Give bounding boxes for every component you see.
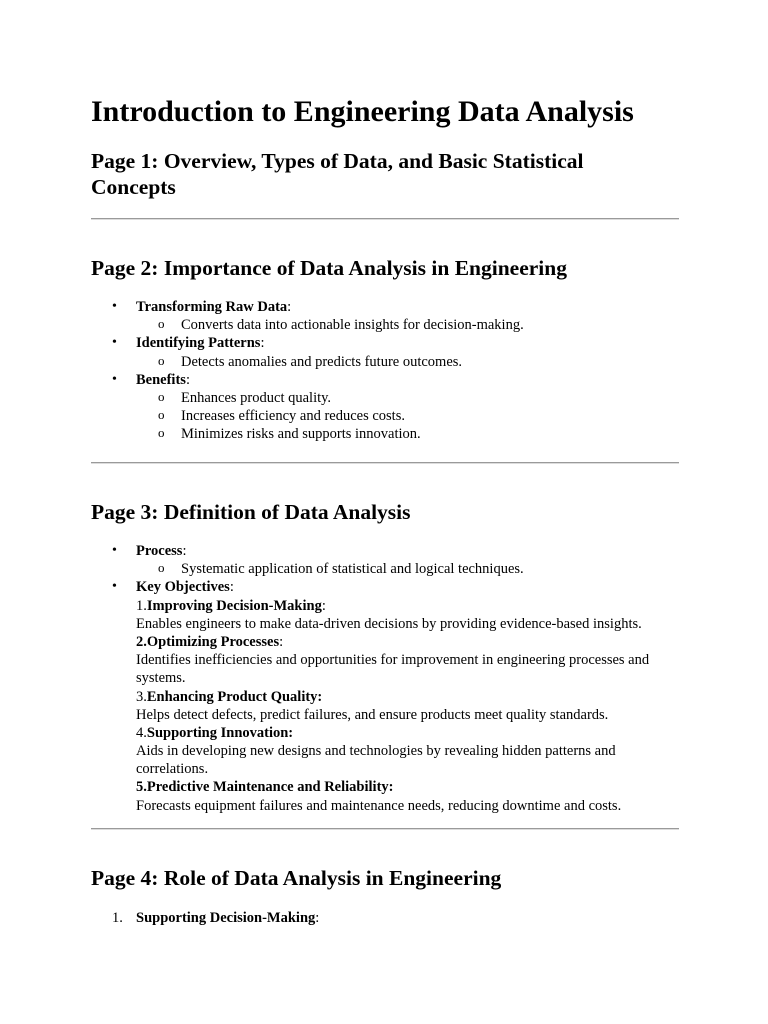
page3-heading: Page 3: Definition of Data Analysis	[91, 500, 411, 524]
page3-list	[91, 542, 679, 815]
page1-heading-line2: Concepts	[91, 175, 176, 199]
sub-bullet-icon: o	[158, 407, 165, 423]
sub-list-item: o Increases efficiency and reduces costs.	[158, 407, 405, 425]
sub-bullet-icon: o	[158, 316, 165, 332]
sub-list-item: o Enhances product quality.	[158, 388, 332, 406]
bullet-icon: •	[112, 579, 117, 595]
list-item: • Transforming Raw Data:	[112, 299, 292, 315]
list-item-label: Process	[136, 543, 183, 559]
list-item-label: Key Objectives	[136, 579, 230, 596]
bullet-icon: •	[112, 371, 117, 387]
objective-description: Enables engineers to make data-driven decisions by providing evidence-based insights.	[136, 615, 642, 632]
objective-number: 3.	[136, 688, 147, 705]
sub-list-item: o Systematic application of statistical and logical techniques.	[158, 560, 524, 578]
objective-description: systems.	[136, 670, 186, 687]
list-item: • Identifying Patterns:	[112, 335, 265, 352]
objective-number: 4.	[136, 724, 147, 741]
objective-description: Forecasts equipment failures and maintenance needs, reducing downtime and costs.	[136, 797, 622, 814]
list-item: • Key Objectives:	[112, 579, 234, 596]
page2-heading: Page 2: Importance of Data Analysis in Engineering	[91, 256, 567, 280]
list-item: • Process:	[112, 543, 187, 559]
objective-number: 2.	[136, 633, 147, 650]
objective-item	[91, 688, 679, 724]
list-item-label: Identifying Patterns	[136, 335, 261, 352]
sub-bullet-icon: o	[158, 425, 165, 441]
page4-heading: Page 4: Role of Data Analysis in Engineering	[91, 866, 502, 890]
sub-bullet-icon: o	[158, 352, 165, 368]
page2-list	[91, 298, 679, 444]
list-item-number: 1.	[112, 910, 123, 926]
sub-list-item: o Minimizes risks and supports innovation.	[158, 425, 421, 443]
objective-number: 5.	[136, 779, 147, 796]
page4-list	[91, 909, 679, 927]
bullet-icon: •	[112, 335, 117, 351]
sub-list-item: o Converts data into actionable insights for decision-making.	[158, 316, 524, 334]
objective-title: Predictive Maintenance and Reliability:	[146, 779, 394, 796]
objective-item: 2.Optimizing Processes: Identifies inefficiencies and opportunities for improvement in engineering processes and systems.	[91, 633, 679, 688]
bullet-icon: •	[112, 543, 117, 558]
section-divider	[91, 462, 679, 464]
document-title: Introduction to Engineering Data Analysis	[91, 95, 634, 128]
objective-description: Helps detect defects, predict failures, and ensure products meet quality standards.	[136, 706, 609, 723]
list-item: 1. Supporting Decision-Making:	[112, 910, 320, 926]
sub-list-item: o Detects anomalies and predicts future outcomes.	[158, 352, 463, 370]
objective-title: Supporting Innovation:	[146, 724, 294, 741]
bullet-icon: •	[112, 299, 117, 314]
objective-description: Identifies inefficiencies and opportunities for improvement in engineering processes and	[136, 652, 650, 669]
list-item-label: Transforming Raw Data	[136, 299, 288, 315]
list-item: • Benefits:	[112, 371, 190, 388]
objective-title: Optimizing Processes	[146, 633, 280, 650]
objective-item	[91, 778, 679, 814]
objective-title: Enhancing Product Quality:	[146, 688, 323, 705]
page1-heading-line1: Page 1: Overview, Types of Data, and Basic Statistical	[91, 149, 584, 173]
page1-heading	[91, 148, 583, 200]
objective-title: Improving Decision-Making	[146, 597, 322, 614]
objective-description: correlations.	[136, 761, 209, 778]
sub-bullet-icon: o	[158, 388, 165, 404]
section-divider	[91, 218, 679, 220]
objective-item	[91, 724, 679, 779]
list-item-label: Supporting Decision-Making	[136, 910, 316, 926]
sub-bullet-icon: o	[158, 560, 165, 576]
list-item-label: Benefits	[136, 371, 186, 388]
objective-number: 1.	[136, 597, 147, 614]
objective-item: 1.Improving Decision-Making: Enables engineers to make data-driven decisions by providing evidence-based insights.	[91, 597, 679, 633]
objective-description: Aids in developing new designs and technologies by revealing hidden patterns and	[136, 743, 616, 760]
section-divider	[91, 828, 679, 830]
